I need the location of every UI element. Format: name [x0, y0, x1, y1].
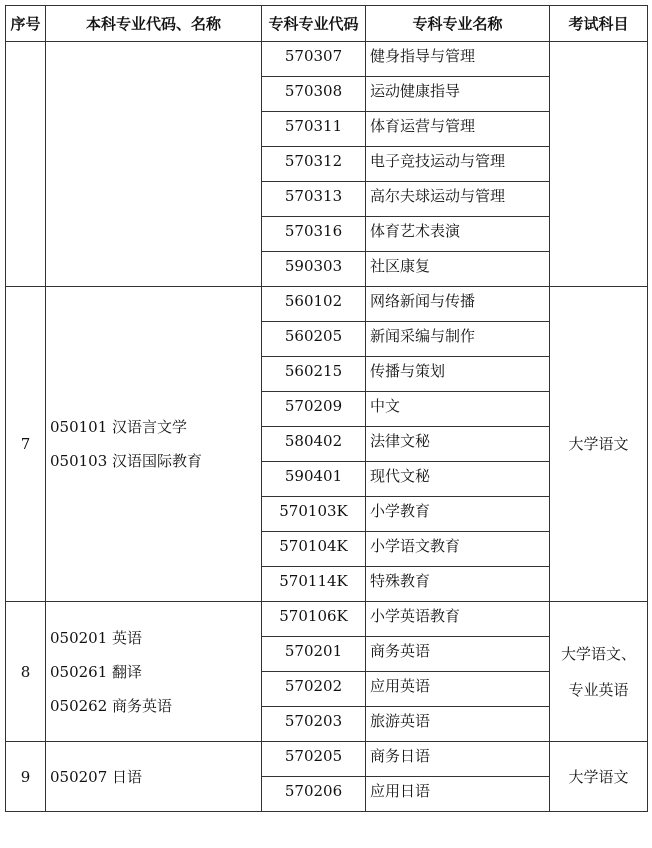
- diploma-major-code: 570106K: [262, 602, 366, 637]
- major-table: [5, 5, 648, 812]
- bachelor-major: [50, 444, 261, 478]
- diploma-major-name: 运动健康指导: [366, 77, 550, 112]
- bachelor-major-name: 翻译: [112, 662, 143, 681]
- bachelor-major-code: 050103: [50, 452, 108, 470]
- diploma-major-name: 商务日语: [366, 742, 550, 777]
- header-exam: 考试科目: [550, 6, 648, 42]
- bachelor-major-name: 日语: [112, 767, 143, 786]
- table-body: [6, 42, 648, 812]
- bachelor-cell: [46, 602, 262, 742]
- table-row: [6, 742, 648, 777]
- diploma-major-code: 570311: [262, 112, 366, 147]
- exam-subject: 大学语文: [568, 435, 629, 453]
- table-row: [6, 42, 648, 77]
- diploma-major-name: 现代文秘: [366, 462, 550, 497]
- header-bachelor: 本科专业代码、名称: [46, 6, 262, 42]
- diploma-major-name: 小学教育: [366, 497, 550, 532]
- table-row: [6, 602, 648, 637]
- diploma-major-name: 旅游英语: [366, 707, 550, 742]
- bachelor-major-name: 英语: [112, 628, 143, 647]
- bachelor-major-code: 050207: [50, 767, 108, 786]
- diploma-major-code: 570104K: [262, 532, 366, 567]
- diploma-major-code: 560215: [262, 357, 366, 392]
- diploma-major-name: 小学语文教育: [366, 532, 550, 567]
- diploma-major-name: 应用英语: [366, 672, 550, 707]
- diploma-major-code: 570202: [262, 672, 366, 707]
- diploma-major-code: 590401: [262, 462, 366, 497]
- diploma-major-code: 570203: [262, 707, 366, 742]
- diploma-major-name: 应用日语: [366, 777, 550, 812]
- diploma-major-code: 570103K: [262, 497, 366, 532]
- diploma-major-name: 小学英语教育: [366, 602, 550, 637]
- diploma-major-code: 570205: [262, 742, 366, 777]
- diploma-major-code: 570201: [262, 637, 366, 672]
- exam-subject-cell: [550, 602, 648, 742]
- bachelor-major-code: 050101: [50, 418, 108, 436]
- diploma-major-code: 570316: [262, 217, 366, 252]
- exam-subject-cell: [550, 42, 648, 287]
- table-row: [6, 287, 648, 322]
- diploma-major-code: 570312: [262, 147, 366, 182]
- diploma-major-name: 特殊教育: [366, 567, 550, 602]
- header-seq: 序号: [6, 6, 46, 42]
- bachelor-major: [50, 621, 261, 655]
- diploma-major-code: 570206: [262, 777, 366, 812]
- bachelor-major: [50, 760, 261, 794]
- diploma-major-code: 570308: [262, 77, 366, 112]
- bachelor-major-name: 商务英语: [112, 696, 173, 715]
- diploma-major-name: 中文: [366, 392, 550, 427]
- exam-subject: 大学语文、: [560, 644, 636, 663]
- bachelor-major-code: 050201: [50, 628, 108, 647]
- diploma-major-code: 560205: [262, 322, 366, 357]
- diploma-major-name: 电子竞技运动与管理: [366, 147, 550, 182]
- diploma-major-name: 体育艺术表演: [366, 217, 550, 252]
- diploma-major-name: 高尔夫球运动与管理: [366, 182, 550, 217]
- seq-cell: [6, 42, 46, 287]
- bachelor-major: [50, 689, 261, 723]
- seq-cell: 9: [6, 742, 46, 812]
- diploma-major-name: 传播与策划: [366, 357, 550, 392]
- bachelor-cell: [46, 287, 262, 602]
- bachelor-major-code: 050262: [50, 696, 108, 715]
- diploma-major-code: 570307: [262, 42, 366, 77]
- diploma-major-name: 体育运营与管理: [366, 112, 550, 147]
- exam-subject-cell: [550, 742, 648, 812]
- diploma-major-name: 健身指导与管理: [366, 42, 550, 77]
- exam-subject-cell: [550, 287, 648, 602]
- bachelor-major-code: 050261: [50, 662, 108, 681]
- bachelor-cell: [46, 742, 262, 812]
- bachelor-major: [50, 410, 261, 444]
- exam-subject: 大学语文: [568, 767, 629, 786]
- diploma-major-code: 570209: [262, 392, 366, 427]
- diploma-major-name: 商务英语: [366, 637, 550, 672]
- bachelor-major-name: 汉语国际教育: [112, 452, 203, 470]
- header-code: 专科专业代码: [262, 6, 366, 42]
- bachelor-major-name: 汉语言文学: [112, 418, 188, 436]
- exam-subject: 专业英语: [568, 680, 629, 699]
- seq-cell: 8: [6, 602, 46, 742]
- seq-cell: 7: [6, 287, 46, 602]
- diploma-major-name: 网络新闻与传播: [366, 287, 550, 322]
- diploma-major-code: 580402: [262, 427, 366, 462]
- diploma-major-name: 新闻采编与制作: [366, 322, 550, 357]
- diploma-major-code: 570313: [262, 182, 366, 217]
- bachelor-major: [50, 655, 261, 689]
- header-row: [6, 6, 648, 42]
- bachelor-cell: [46, 42, 262, 287]
- diploma-major-name: 社区康复: [366, 252, 550, 287]
- diploma-major-name: 法律文秘: [366, 427, 550, 462]
- diploma-major-code: 560102: [262, 287, 366, 322]
- header-name: 专科专业名称: [366, 6, 550, 42]
- diploma-major-code: 590303: [262, 252, 366, 287]
- diploma-major-code: 570114K: [262, 567, 366, 602]
